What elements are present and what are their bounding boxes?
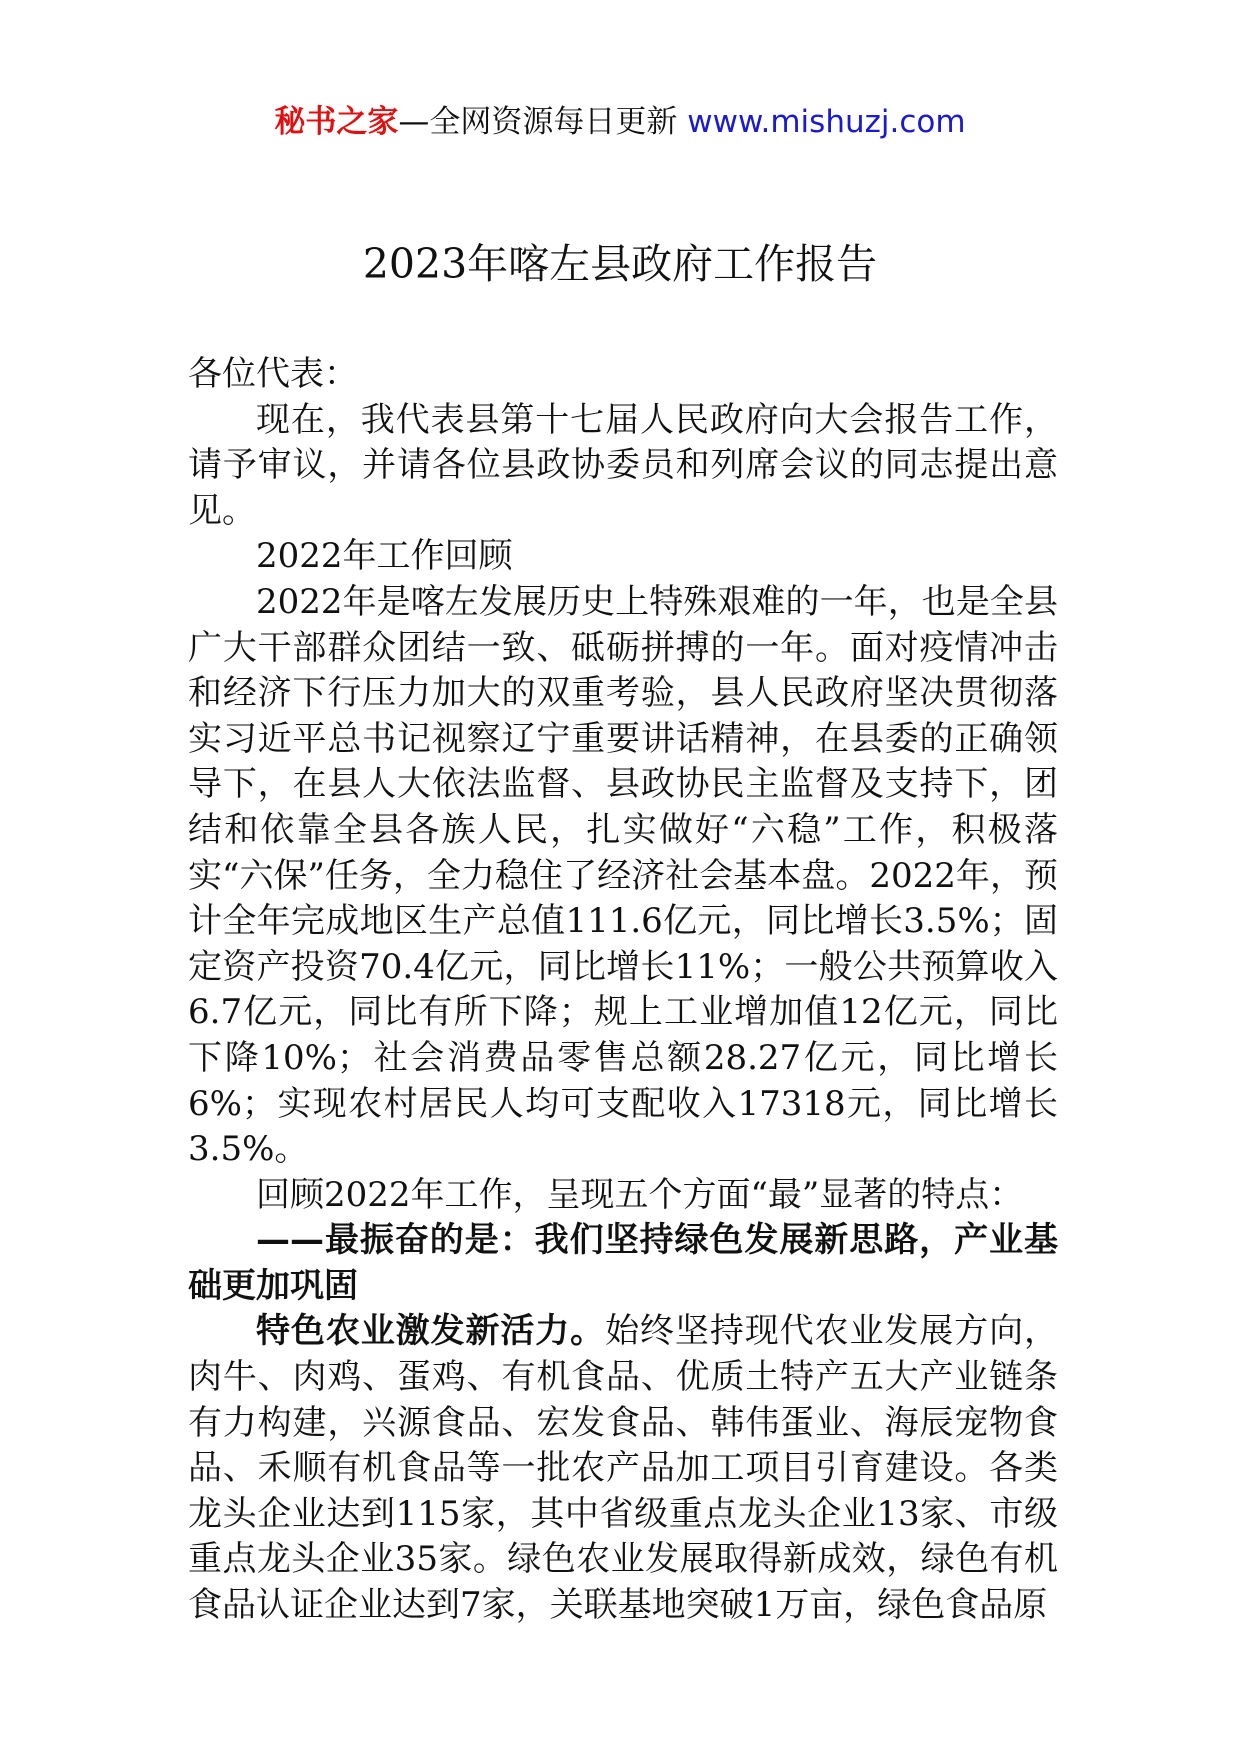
agriculture-paragraph (188, 1309, 1058, 1628)
site-brand: 秘书之家 (274, 104, 399, 140)
review-paragraph: 2022年是喀左发展历史上特殊艰难的一年，也是全县广大干部群众团结一致、砥砺拼搏的一年。面对疫情冲击和经济下行压力加大的双重考验，县人民政府坚决贯彻落实习近平总书记视察辽宁重要讲话精神，在县委的正确领导下，在县人大依法监督、县政协民主监督及支持下，团结和依靠全县各族人民，扎实做好“六稳”工作，积极落实“六保”任务，全力稳住了经济社会基本盘。2022年，预计全年完成地区生产总值111.6亿元，同比增长3.5%；固定资产投资70.4亿元，同比增长11%；一般公共预算收入6.7亿元，同比有所下降；规上工业增加值12亿元，同比下降10%；社会消费品零售总额28.27亿元，同比增长6%；实现农村居民人均可支配收入17318元，同比增长3.5%。 (188, 581, 1058, 1170)
feature-heading: ——最振奋的是：我们坚持绿色发展新思路，产业基础更加巩固 (188, 1220, 1058, 1306)
intro-paragraph: 现在，我代表县第十七届人民政府向大会报告工作，请予审议，并请各位县政协委员和列席会议的同志提出意见。 (188, 399, 1058, 531)
site-header (0, 100, 1240, 144)
site-tagline: —全网资源每日更新 (398, 104, 678, 140)
agriculture-text: 始终坚持现代农业发展方向，肉牛、肉鸡、蛋鸡、有机食品、优质土特产五大产业链条有力构建，兴源食品、宏发食品、韩伟蛋业、海辰宠物食品、禾顺有机食品等一批农产品加工项目引育建设。各类龙头企业达到115家，其中省级重点龙头企业13家、市级重点龙头企业35家。绿色农业发展取得新成效，绿色有机食品认证企业达到7家，关联基地突破1万亩，绿色食品原 (188, 1311, 1059, 1626)
site-url-link[interactable]: www.mishuzj.com (687, 104, 966, 140)
features-intro: 回顾2022年工作，呈现五个方面“最”显著的特点： (256, 1174, 1024, 1215)
section-heading: 2022年工作回顾 (256, 536, 513, 577)
salutation: 各位代表： (188, 354, 358, 394)
document-body (188, 352, 1058, 1629)
agriculture-lead: 特色农业激发新活力。 (256, 1311, 606, 1352)
document-title: 2023年喀左县政府工作报告 (362, 240, 878, 288)
